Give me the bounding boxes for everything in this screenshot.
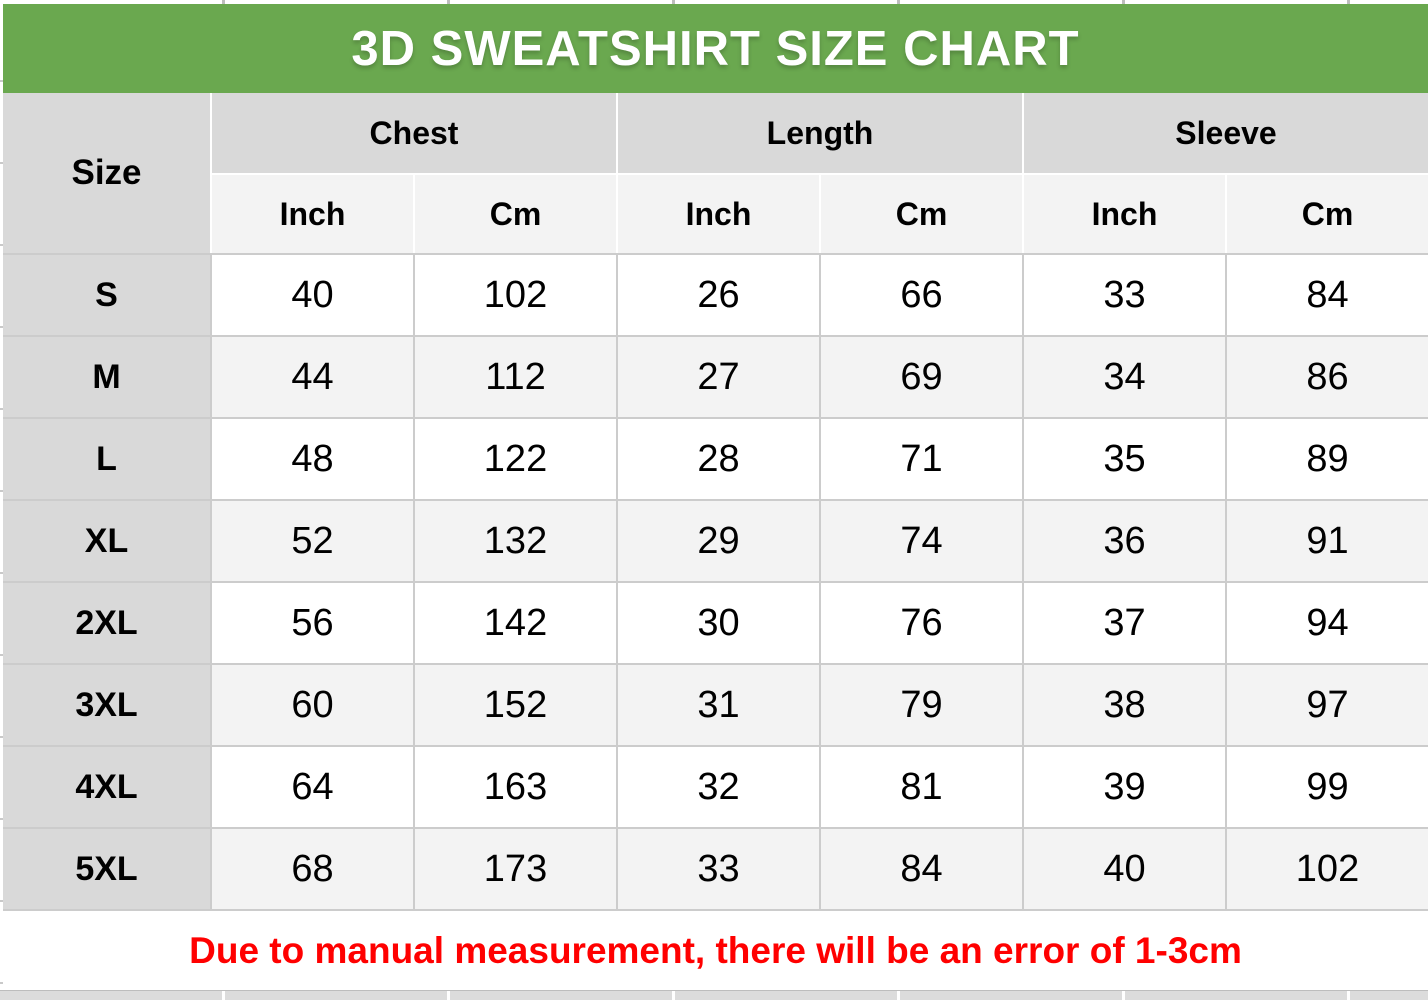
size-label-3xl: 3XL bbox=[3, 665, 210, 745]
cell-m-sleeve-cm: 86 bbox=[1227, 337, 1428, 417]
cell-s-sleeve-inch: 33 bbox=[1024, 255, 1225, 335]
cell-xl-length-inch: 29 bbox=[618, 501, 819, 581]
cell-5xl-length-inch: 33 bbox=[618, 829, 819, 909]
cell-m-sleeve-inch: 34 bbox=[1024, 337, 1225, 417]
cell-3xl-sleeve-inch: 38 bbox=[1024, 665, 1225, 745]
cell-xl-chest-cm: 132 bbox=[415, 501, 616, 581]
cell-2xl-chest-cm: 142 bbox=[415, 583, 616, 663]
size-column-header: Size bbox=[3, 93, 210, 253]
cell-5xl-sleeve-inch: 40 bbox=[1024, 829, 1225, 909]
subheader-sleeve-cm: Cm bbox=[1227, 175, 1428, 253]
size-label-xl: XL bbox=[3, 501, 210, 581]
cell-3xl-sleeve-cm: 97 bbox=[1227, 665, 1428, 745]
cell-3xl-length-cm: 79 bbox=[821, 665, 1022, 745]
cell-5xl-length-cm: 84 bbox=[821, 829, 1022, 909]
page-title: 3D SWEATSHIRT SIZE CHART bbox=[351, 21, 1080, 76]
cell-2xl-length-inch: 30 bbox=[618, 583, 819, 663]
size-label-4xl: 4XL bbox=[3, 747, 210, 827]
cell-l-sleeve-inch: 35 bbox=[1024, 419, 1225, 499]
cell-s-sleeve-cm: 84 bbox=[1227, 255, 1428, 335]
subheader-length-cm: Cm bbox=[821, 175, 1022, 253]
cell-3xl-chest-inch: 60 bbox=[212, 665, 413, 745]
cell-l-sleeve-cm: 89 bbox=[1227, 419, 1428, 499]
group-header-chest: Chest bbox=[212, 93, 616, 173]
cell-2xl-sleeve-inch: 37 bbox=[1024, 583, 1225, 663]
cell-4xl-chest-cm: 163 bbox=[415, 747, 616, 827]
size-label-m: M bbox=[3, 337, 210, 417]
note-row bbox=[3, 911, 1428, 990]
cell-xl-chest-inch: 52 bbox=[212, 501, 413, 581]
size-label-5xl: 5XL bbox=[3, 829, 210, 909]
cell-m-chest-cm: 112 bbox=[415, 337, 616, 417]
cell-s-length-inch: 26 bbox=[618, 255, 819, 335]
cell-s-length-cm: 66 bbox=[821, 255, 1022, 335]
subheader-chest-cm: Cm bbox=[415, 175, 616, 253]
cell-4xl-chest-inch: 64 bbox=[212, 747, 413, 827]
cell-4xl-sleeve-cm: 99 bbox=[1227, 747, 1428, 827]
subheader-chest-inch: Inch bbox=[212, 175, 413, 253]
spreadsheet-edge-bottom bbox=[0, 990, 1428, 1000]
cell-5xl-sleeve-cm: 102 bbox=[1227, 829, 1428, 909]
size-label-l: L bbox=[3, 419, 210, 499]
cell-4xl-length-cm: 81 bbox=[821, 747, 1022, 827]
cell-xl-sleeve-cm: 91 bbox=[1227, 501, 1428, 581]
measurement-note: Due to manual measurement, there will be an error of 1-3cm bbox=[189, 929, 1242, 971]
cell-4xl-sleeve-inch: 39 bbox=[1024, 747, 1225, 827]
cell-l-chest-cm: 122 bbox=[415, 419, 616, 499]
subheader-length-inch: Inch bbox=[618, 175, 819, 253]
cell-l-length-cm: 71 bbox=[821, 419, 1022, 499]
cell-xl-length-cm: 74 bbox=[821, 501, 1022, 581]
cell-5xl-chest-cm: 173 bbox=[415, 829, 616, 909]
cell-s-chest-inch: 40 bbox=[212, 255, 413, 335]
cell-3xl-length-inch: 31 bbox=[618, 665, 819, 745]
spreadsheet-edge-left bbox=[0, 0, 3, 1000]
cell-2xl-sleeve-cm: 94 bbox=[1227, 583, 1428, 663]
subheader-sleeve-inch: Inch bbox=[1024, 175, 1225, 253]
cell-m-length-inch: 27 bbox=[618, 337, 819, 417]
size-table bbox=[3, 93, 1428, 990]
chart-title-bar bbox=[3, 4, 1428, 93]
cell-xl-sleeve-inch: 36 bbox=[1024, 501, 1225, 581]
size-label-s: S bbox=[3, 255, 210, 335]
cell-l-length-inch: 28 bbox=[618, 419, 819, 499]
cell-4xl-length-inch: 32 bbox=[618, 747, 819, 827]
cell-5xl-chest-inch: 68 bbox=[212, 829, 413, 909]
cell-s-chest-cm: 102 bbox=[415, 255, 616, 335]
cell-l-chest-inch: 48 bbox=[212, 419, 413, 499]
group-header-sleeve: Sleeve bbox=[1024, 93, 1428, 173]
size-chart-content bbox=[3, 4, 1428, 990]
group-header-length: Length bbox=[618, 93, 1022, 173]
cell-2xl-chest-inch: 56 bbox=[212, 583, 413, 663]
cell-3xl-chest-cm: 152 bbox=[415, 665, 616, 745]
cell-2xl-length-cm: 76 bbox=[821, 583, 1022, 663]
size-label-2xl: 2XL bbox=[3, 583, 210, 663]
cell-m-length-cm: 69 bbox=[821, 337, 1022, 417]
cell-m-chest-inch: 44 bbox=[212, 337, 413, 417]
